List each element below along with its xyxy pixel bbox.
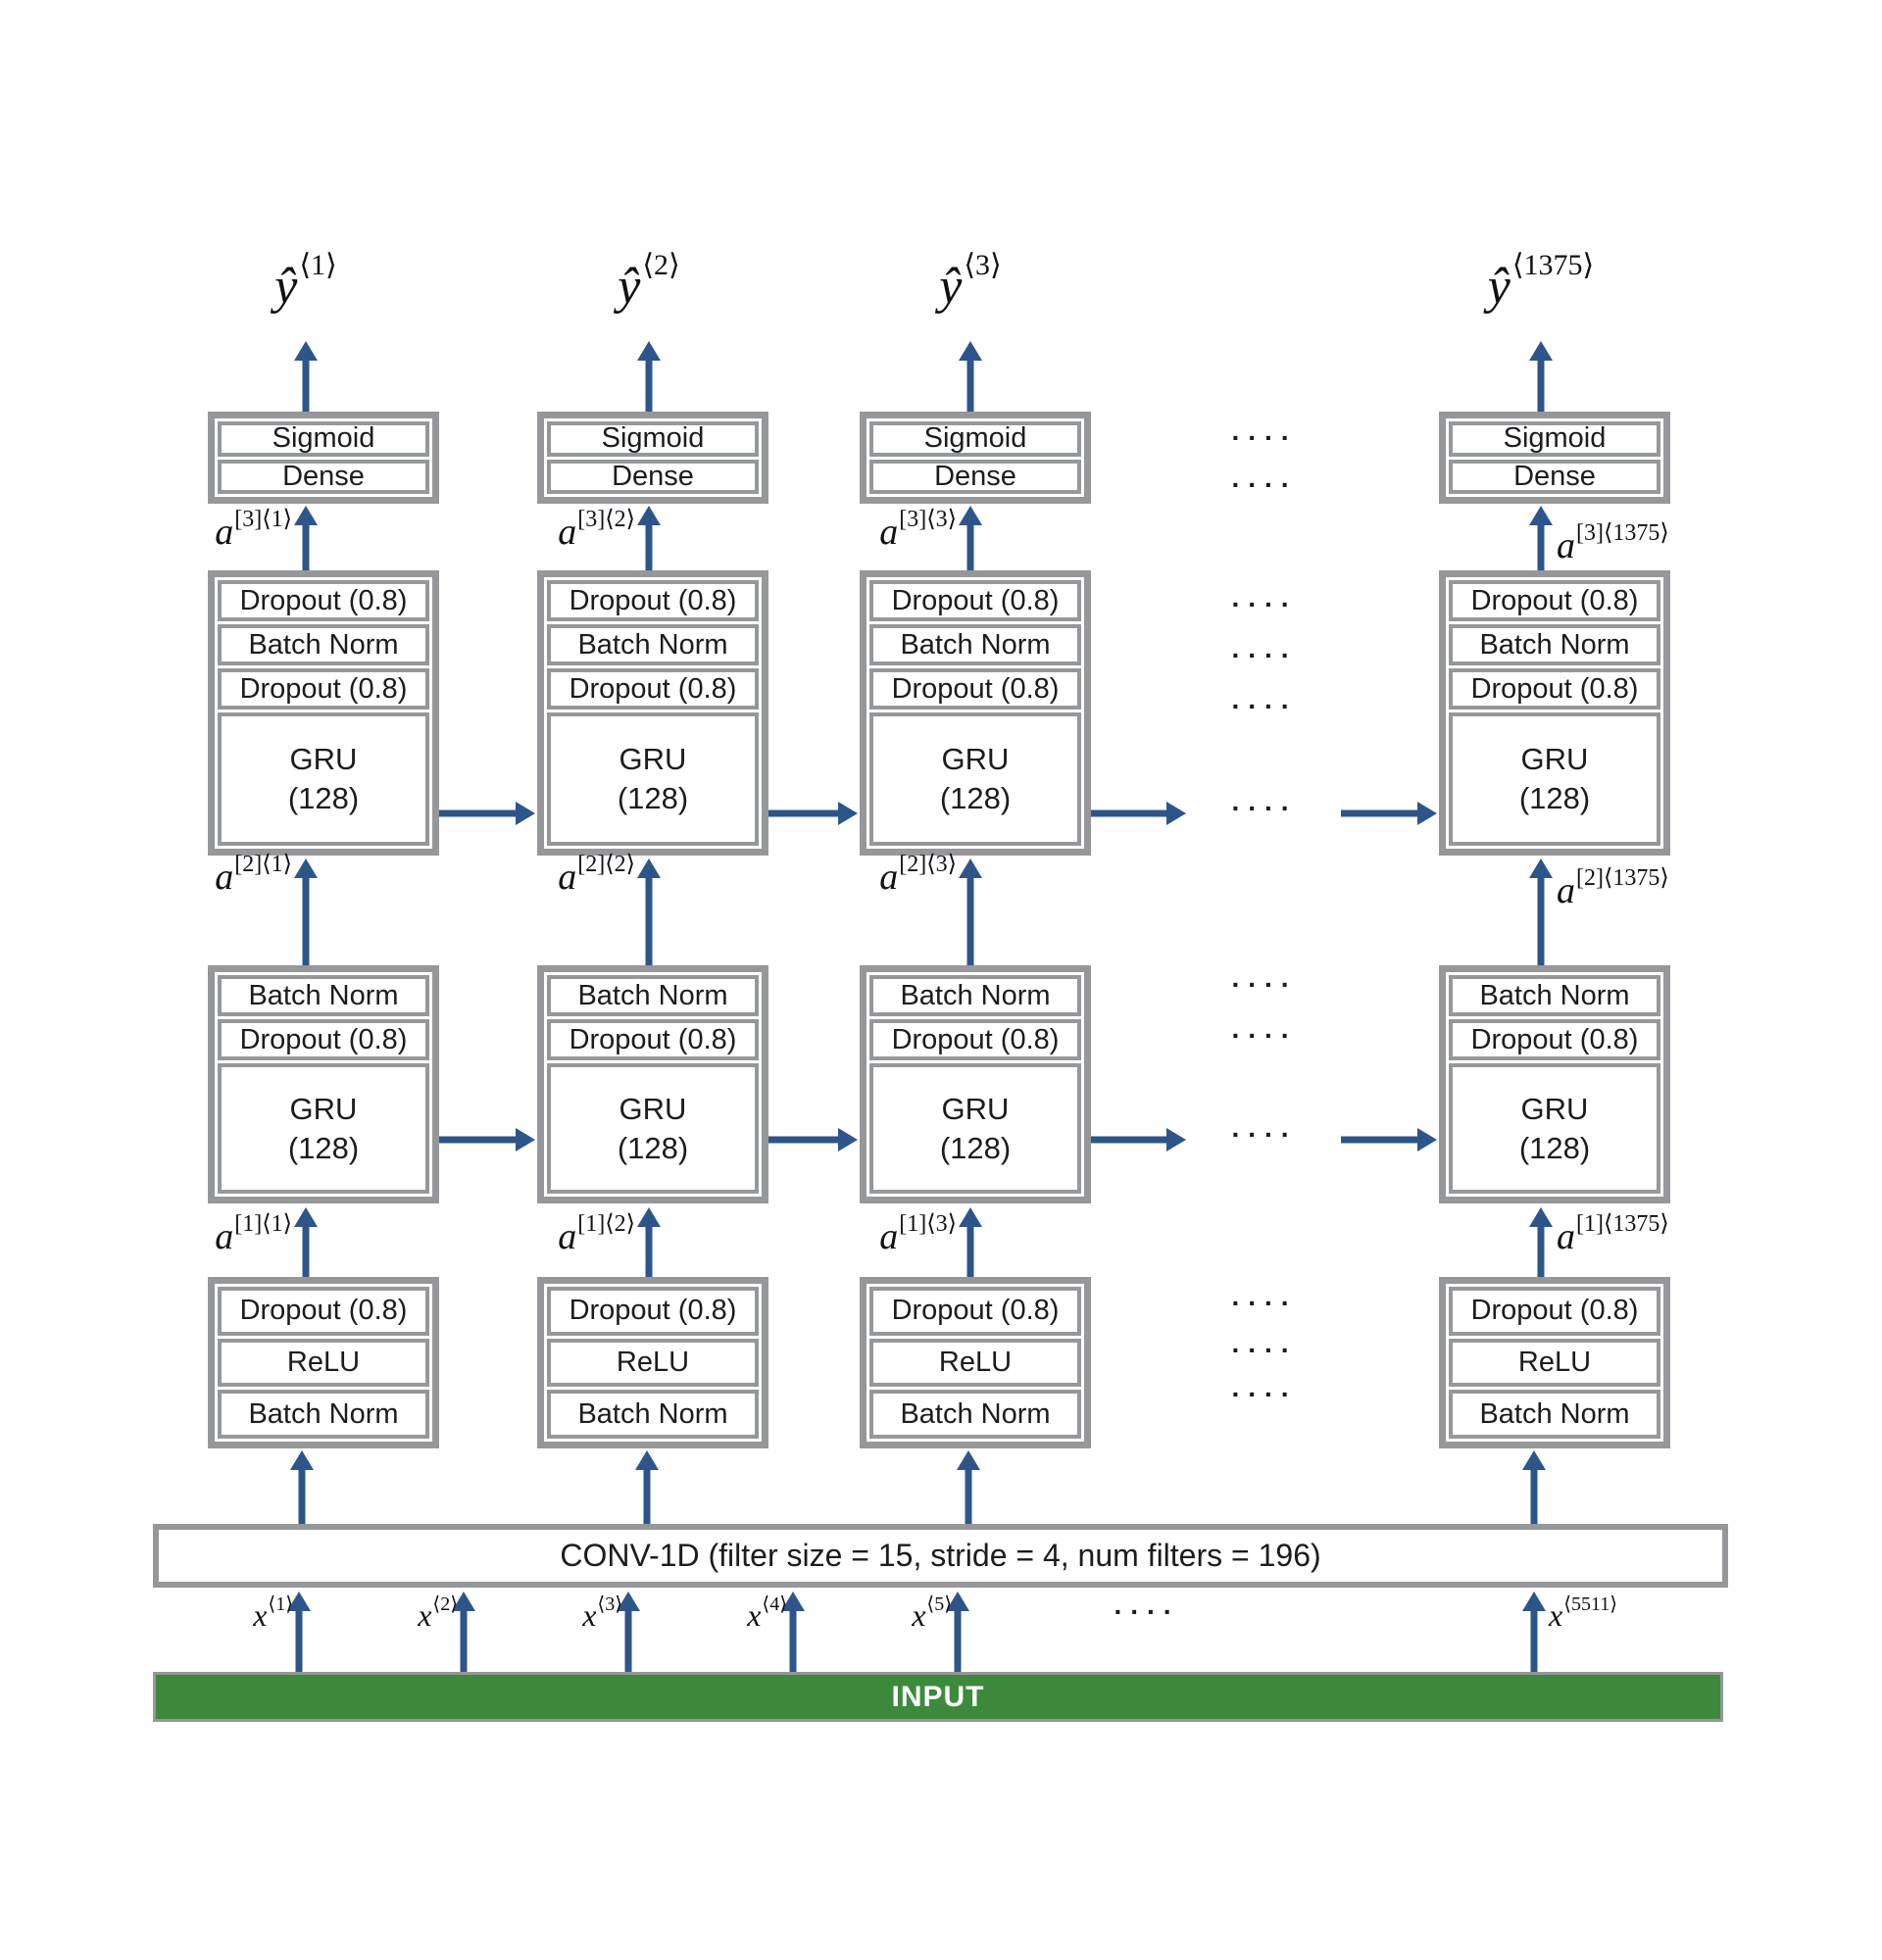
x-input-label-5511: x ⟨5511⟩: [1549, 1592, 1618, 1633]
ellipsis-gru2-row: ....: [1231, 786, 1298, 816]
arrow-up-output-4: [1529, 341, 1553, 412]
batch-norm-label: Batch Norm: [1479, 979, 1630, 1011]
conv-post-block-2: [537, 1277, 768, 1448]
ellipsis-dropout-row: ....: [1231, 684, 1298, 714]
dropout-label: Dropout (0.8): [1470, 1023, 1639, 1055]
batch-norm-label: Batch Norm: [900, 979, 1051, 1011]
gru-label: GRU: [619, 1091, 687, 1126]
ellipsis-batch-norm-row: ....: [1231, 1372, 1298, 1402]
activation-label-a2-3: a [2]⟨3⟩: [879, 851, 957, 898]
arrow-up-conv-4: [1522, 1450, 1546, 1524]
dense-label: Dense: [934, 460, 1016, 492]
layer-row-dense: [547, 460, 759, 495]
yhat-sup: ⟨3⟩: [964, 249, 1002, 281]
layer-row-dense: [869, 460, 1081, 495]
dropout-label: Dropout (0.8): [891, 672, 1060, 705]
arrow-up-a3-1: [294, 506, 318, 570]
dropout-label: Dropout (0.8): [1470, 1295, 1639, 1327]
arrow-right-gru1-dotsto4: [1341, 1126, 1437, 1153]
activation-label-a1-2: a [1]⟨2⟩: [558, 1210, 635, 1257]
layer-row-sigmoid: [547, 421, 759, 457]
layer-row-gru: [1449, 712, 1660, 846]
ellipsis-relu-row: ....: [1231, 1328, 1298, 1358]
relu-label: ReLU: [938, 1347, 1013, 1378]
dropout-label: Dropout (0.8): [239, 1295, 408, 1327]
gru1-block-4: [1439, 965, 1670, 1203]
gru2-block-4: [1439, 570, 1670, 856]
arrow-right-gru1-1to2: [439, 1126, 535, 1153]
arrow-up-a2-4: [1529, 858, 1553, 965]
ellipsis-batch-norm-row: ....: [1231, 962, 1298, 993]
arrow-up-output-1: [294, 341, 318, 412]
gru-label: GRU: [1520, 1091, 1589, 1126]
dropout-label: Dropout (0.8): [569, 1023, 737, 1055]
sigmoid-label: Sigmoid: [601, 422, 705, 455]
arrow-right-gru2-1to2: [439, 800, 535, 827]
layer-row-relu: [1449, 1339, 1660, 1388]
ellipsis-dropout-row: ....: [1231, 1013, 1298, 1044]
arrow-up-a1-1: [294, 1207, 318, 1277]
layer-row-batch-norm: [1449, 975, 1660, 1016]
layer-row-sigmoid: [218, 421, 429, 457]
dropout-label: Dropout (0.8): [1470, 672, 1639, 705]
gru2-block-2: [537, 570, 768, 856]
layer-row-dropout: [547, 1019, 759, 1060]
layer-row-batch-norm: [1449, 1390, 1660, 1439]
gru-units-label: (128): [1518, 1130, 1591, 1165]
layer-row-relu: [547, 1339, 759, 1388]
activation-label-a3-1: a [3]⟨1⟩: [215, 506, 292, 553]
ellipsis-x-inputs: ....: [1114, 1590, 1180, 1620]
layer-row-dense: [1449, 460, 1660, 495]
layer-row-batch-norm: [869, 1390, 1081, 1439]
layer-row-dropout: [547, 668, 759, 710]
arrow-right-gru1-2to3: [768, 1126, 858, 1153]
gru1-block-3: [860, 965, 1091, 1203]
yhat-sup: ⟨1⟩: [299, 249, 337, 281]
yhat-sup: ⟨2⟩: [642, 249, 680, 281]
arrow-up-a1-3: [959, 1207, 982, 1277]
arrow-up-a3-3: [959, 506, 982, 570]
relu-label: ReLU: [616, 1347, 690, 1378]
yhat-label-2: [521, 235, 776, 338]
ellipsis-dropout-row: ....: [1231, 1281, 1298, 1311]
input-bar-label: INPUT: [891, 1680, 985, 1713]
yhat-label-4: [1413, 235, 1668, 338]
dense-sigmoid-block-3: [860, 412, 1091, 504]
sigmoid-label: Sigmoid: [272, 422, 375, 455]
batch-norm-label: Batch Norm: [577, 628, 728, 661]
yhat-base: ŷ: [618, 259, 641, 315]
arrow-up-output-3: [959, 341, 982, 412]
arrow-up-output-2: [637, 341, 661, 412]
dense-sigmoid-block-1: [208, 412, 439, 504]
dropout-label: Dropout (0.8): [569, 672, 737, 705]
arrow-up-a3-4: [1529, 506, 1553, 570]
dropout-label: Dropout (0.8): [1470, 584, 1639, 616]
layer-row-dropout: [869, 668, 1081, 710]
dense-label: Dense: [612, 460, 694, 492]
gru-units-label: (128): [617, 781, 689, 815]
layer-row-dense: [218, 460, 429, 495]
sigmoid-label: Sigmoid: [1503, 422, 1607, 455]
layer-row-dropout: [1449, 580, 1660, 621]
dense-label: Dense: [282, 460, 365, 492]
gru-units-label: (128): [617, 1130, 689, 1165]
conv-post-block-3: [860, 1277, 1091, 1448]
gru-units-label: (128): [1518, 781, 1591, 815]
arrow-right-gru2-dotsto4: [1341, 800, 1437, 827]
layer-row-sigmoid: [869, 421, 1081, 457]
dropout-label: Dropout (0.8): [891, 1023, 1060, 1055]
input-bar: [153, 1672, 1723, 1722]
layer-row-dropout: [218, 1019, 429, 1060]
dropout-label: Dropout (0.8): [239, 672, 408, 705]
layer-row-gru: [547, 712, 759, 846]
layer-row-batch-norm: [869, 975, 1081, 1016]
dropout-label: Dropout (0.8): [239, 1023, 408, 1055]
arrow-up-a2-3: [959, 858, 982, 965]
activation-label-a2-2: a [2]⟨2⟩: [558, 851, 635, 898]
x-input-label-4: x ⟨4⟩: [747, 1592, 787, 1633]
layer-row-dropout: [1449, 1019, 1660, 1060]
layer-row-gru: [547, 1063, 759, 1194]
dropout-label: Dropout (0.8): [569, 1295, 737, 1327]
arrow-up-conv-2: [635, 1450, 659, 1524]
layer-row-batch-norm: [218, 1390, 429, 1439]
conv1d-label: CONV-1D (filter size = 15, stride = 4, num filters = 196): [560, 1538, 1321, 1573]
layer-row-gru: [869, 712, 1081, 846]
layer-row-dropout: [869, 1287, 1081, 1336]
gru-units-label: (128): [287, 1130, 360, 1165]
layer-row-batch-norm: [547, 1390, 759, 1439]
gru1-block-2: [537, 965, 768, 1203]
gru-units-label: (128): [939, 1130, 1012, 1165]
layer-row-dropout: [218, 668, 429, 710]
arrow-right-gru2-3todots: [1091, 800, 1186, 827]
batch-norm-label: Batch Norm: [577, 979, 728, 1011]
gru-units-label: (128): [287, 781, 360, 815]
layer-row-sigmoid: [1449, 421, 1660, 457]
layer-row-dropout: [218, 580, 429, 621]
layer-row-batch-norm: [547, 624, 759, 665]
conv-post-block-4: [1439, 1277, 1670, 1448]
relu-label: ReLU: [1517, 1347, 1592, 1378]
yhat-base: ŷ: [1487, 259, 1511, 315]
layer-row-dropout: [218, 1287, 429, 1336]
gru-label: GRU: [941, 742, 1010, 776]
layer-row-batch-norm: [1449, 624, 1660, 665]
gru-label: GRU: [289, 742, 358, 776]
gru-label: GRU: [289, 1091, 358, 1126]
gru-units-label: (128): [939, 781, 1012, 815]
activation-label-a1-3: a [1]⟨3⟩: [879, 1210, 957, 1257]
layer-row-dropout: [547, 580, 759, 621]
batch-norm-label: Batch Norm: [1479, 1397, 1630, 1430]
arrow-up-a1-2: [637, 1207, 661, 1277]
arrow-right-gru1-3todots: [1091, 1126, 1186, 1153]
ellipsis-batch-norm-row: ....: [1231, 633, 1298, 663]
ellipsis-dropout-row: ....: [1231, 582, 1298, 612]
layer-row-gru: [869, 1063, 1081, 1194]
layer-row-relu: [218, 1339, 429, 1388]
arrow-up-a1-4: [1529, 1207, 1553, 1277]
activation-label-a3-3: a [3]⟨3⟩: [879, 506, 957, 553]
arrow-up-x5511: [1522, 1592, 1546, 1673]
layer-row-gru: [1449, 1063, 1660, 1194]
batch-norm-label: Batch Norm: [248, 979, 399, 1011]
layer-row-dropout: [547, 1287, 759, 1336]
batch-norm-label: Batch Norm: [577, 1397, 728, 1430]
layer-row-batch-norm: [218, 624, 429, 665]
arrow-up-conv-3: [957, 1450, 980, 1524]
conv-post-block-1: [208, 1277, 439, 1448]
activation-label-a1-1: a [1]⟨1⟩: [215, 1210, 292, 1257]
gru-label: GRU: [941, 1091, 1010, 1126]
arrow-up-conv-1: [290, 1450, 314, 1524]
yhat-sup: ⟨1375⟩: [1511, 249, 1595, 281]
gru-label: GRU: [1520, 742, 1589, 776]
dropout-label: Dropout (0.8): [891, 1295, 1060, 1327]
dropout-label: Dropout (0.8): [891, 584, 1060, 616]
dense-sigmoid-block-4: [1439, 412, 1670, 504]
batch-norm-label: Batch Norm: [1479, 628, 1630, 661]
gru1-block-1: [208, 965, 439, 1203]
x-input-label-2: x ⟨2⟩: [418, 1592, 458, 1633]
yhat-label-3: [843, 235, 1098, 338]
batch-norm-label: Batch Norm: [900, 1397, 1051, 1430]
layer-row-relu: [869, 1339, 1081, 1388]
dropout-label: Dropout (0.8): [569, 584, 737, 616]
ellipsis-gru1-row: ....: [1231, 1112, 1298, 1143]
arrow-up-a2-2: [637, 858, 661, 965]
arrow-right-gru2-2to3: [768, 800, 858, 827]
batch-norm-label: Batch Norm: [900, 628, 1051, 661]
batch-norm-label: Batch Norm: [248, 628, 399, 661]
layer-row-batch-norm: [218, 975, 429, 1016]
arrow-up-a2-1: [294, 858, 318, 965]
layer-row-batch-norm: [547, 975, 759, 1016]
layer-row-batch-norm: [869, 624, 1081, 665]
yhat-base: ŷ: [274, 259, 298, 315]
activation-label-a2-1: a [2]⟨1⟩: [215, 851, 292, 898]
batch-norm-label: Batch Norm: [248, 1397, 399, 1430]
layer-row-dropout: [1449, 668, 1660, 710]
activation-label-a3-2: a [3]⟨2⟩: [558, 506, 635, 553]
layer-row-gru: [218, 1063, 429, 1194]
layer-row-dropout: [869, 1019, 1081, 1060]
layer-row-dropout: [1449, 1287, 1660, 1336]
gru2-block-3: [860, 570, 1091, 856]
gru2-block-1: [208, 570, 439, 856]
conv1d-bar: [153, 1524, 1728, 1588]
activation-label-a3-4: a [3]⟨1375⟩: [1557, 519, 1669, 566]
activation-label-a2-4: a [2]⟨1375⟩: [1557, 864, 1669, 911]
dropout-label: Dropout (0.8): [239, 584, 408, 616]
x-input-label-1: x ⟨1⟩: [253, 1592, 293, 1633]
layer-row-gru: [218, 712, 429, 846]
arrow-up-a3-2: [637, 506, 661, 570]
yhat-base: ŷ: [939, 259, 963, 315]
activation-label-a1-4: a [1]⟨1375⟩: [1557, 1210, 1669, 1257]
gru-label: GRU: [619, 742, 687, 776]
layer-row-dropout: [869, 580, 1081, 621]
dense-sigmoid-block-2: [537, 412, 768, 504]
yhat-label-1: [178, 235, 433, 338]
ellipsis-dense-row: ....: [1231, 463, 1298, 493]
sigmoid-label: Sigmoid: [923, 422, 1027, 455]
x-input-label-3: x ⟨3⟩: [582, 1592, 622, 1633]
relu-label: ReLU: [286, 1347, 361, 1378]
ellipsis-sigmoid-row: ....: [1231, 416, 1298, 446]
dense-label: Dense: [1513, 460, 1596, 492]
x-input-label-5: x ⟨5⟩: [912, 1592, 952, 1633]
